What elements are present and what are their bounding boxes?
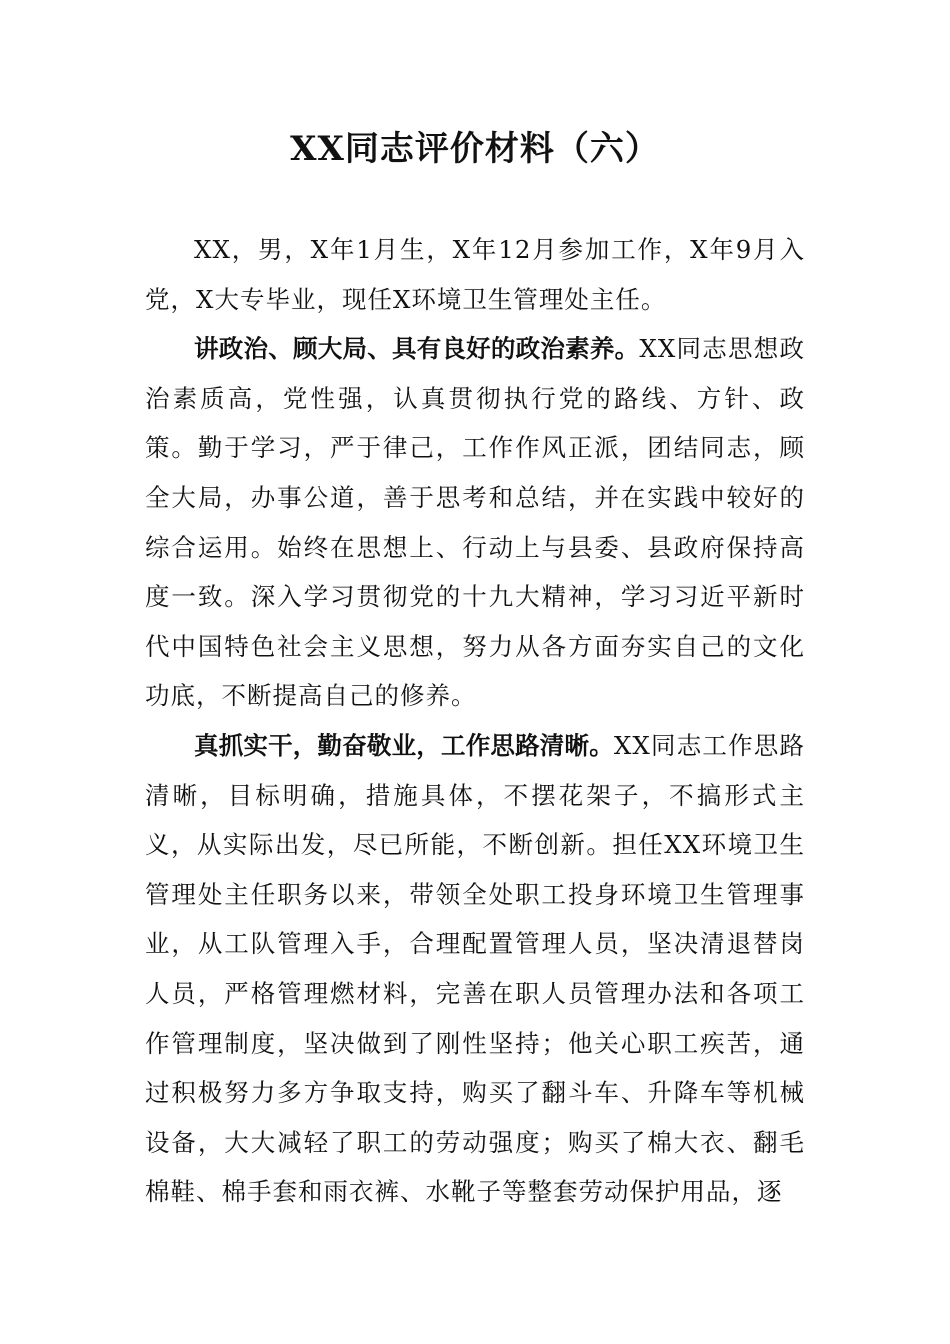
paragraph-text: XX，男，X年1月生，X年12月参加工作，X年9月入党，X大专毕业，现任X环境卫生管理处主任。 xyxy=(145,235,805,314)
paragraph-political-quality xyxy=(145,324,805,721)
paragraph-lead: 讲政治、顾大局、具有良好的政治素养。 xyxy=(194,334,640,364)
paragraph-text: XX同志工作思路清晰，目标明确，措施具体，不摆花架子，不搞形式主义，从实际出发，尽已所能，不断创新。担任XX环境卫生管理处主任职务以来，带领全处职工投身环境卫生管理事业，从工队管理入手，合理配置管理人员，坚决清退替岗人员，严格管理燃材料，完善在职人员管理办法和各项工作管理制度，坚决做到了刚性坚持；他关心职工疾苦，通过积极努力多方争取支持，购买了翻斗车、升降车等机械设备，大大减轻了职工的劳动强度；购买了棉大衣、翻毛棉鞋、棉手套和雨衣裤、水靴子等整套劳动保护用品，逐 xyxy=(145,730,805,1207)
paragraph-work-performance xyxy=(145,721,805,1217)
paragraph-text: XX同志思想政治素质高，党性强，认真贯彻执行党的路线、方针、政策。勤于学习，严于律己，工作作风正派，团结同志，顾全大局，办事公道，善于思考和总结，并在实践中较好的综合运用。始终在思想上、行动上与县委、县政府保持高度一致。深入学习贯彻党的十九大精神，学习习近平新时代中国特色社会主义思想，努力从各方面夯实自己的文化功底，不断提高自己的修养。 xyxy=(145,334,805,711)
document-title: XX同志评价材料（六） xyxy=(290,129,660,169)
document-body xyxy=(145,225,805,1217)
paragraph-basic-info xyxy=(145,225,805,324)
paragraph-lead: 真抓实干，勤奋敬业，工作思路清晰。 xyxy=(194,730,614,760)
